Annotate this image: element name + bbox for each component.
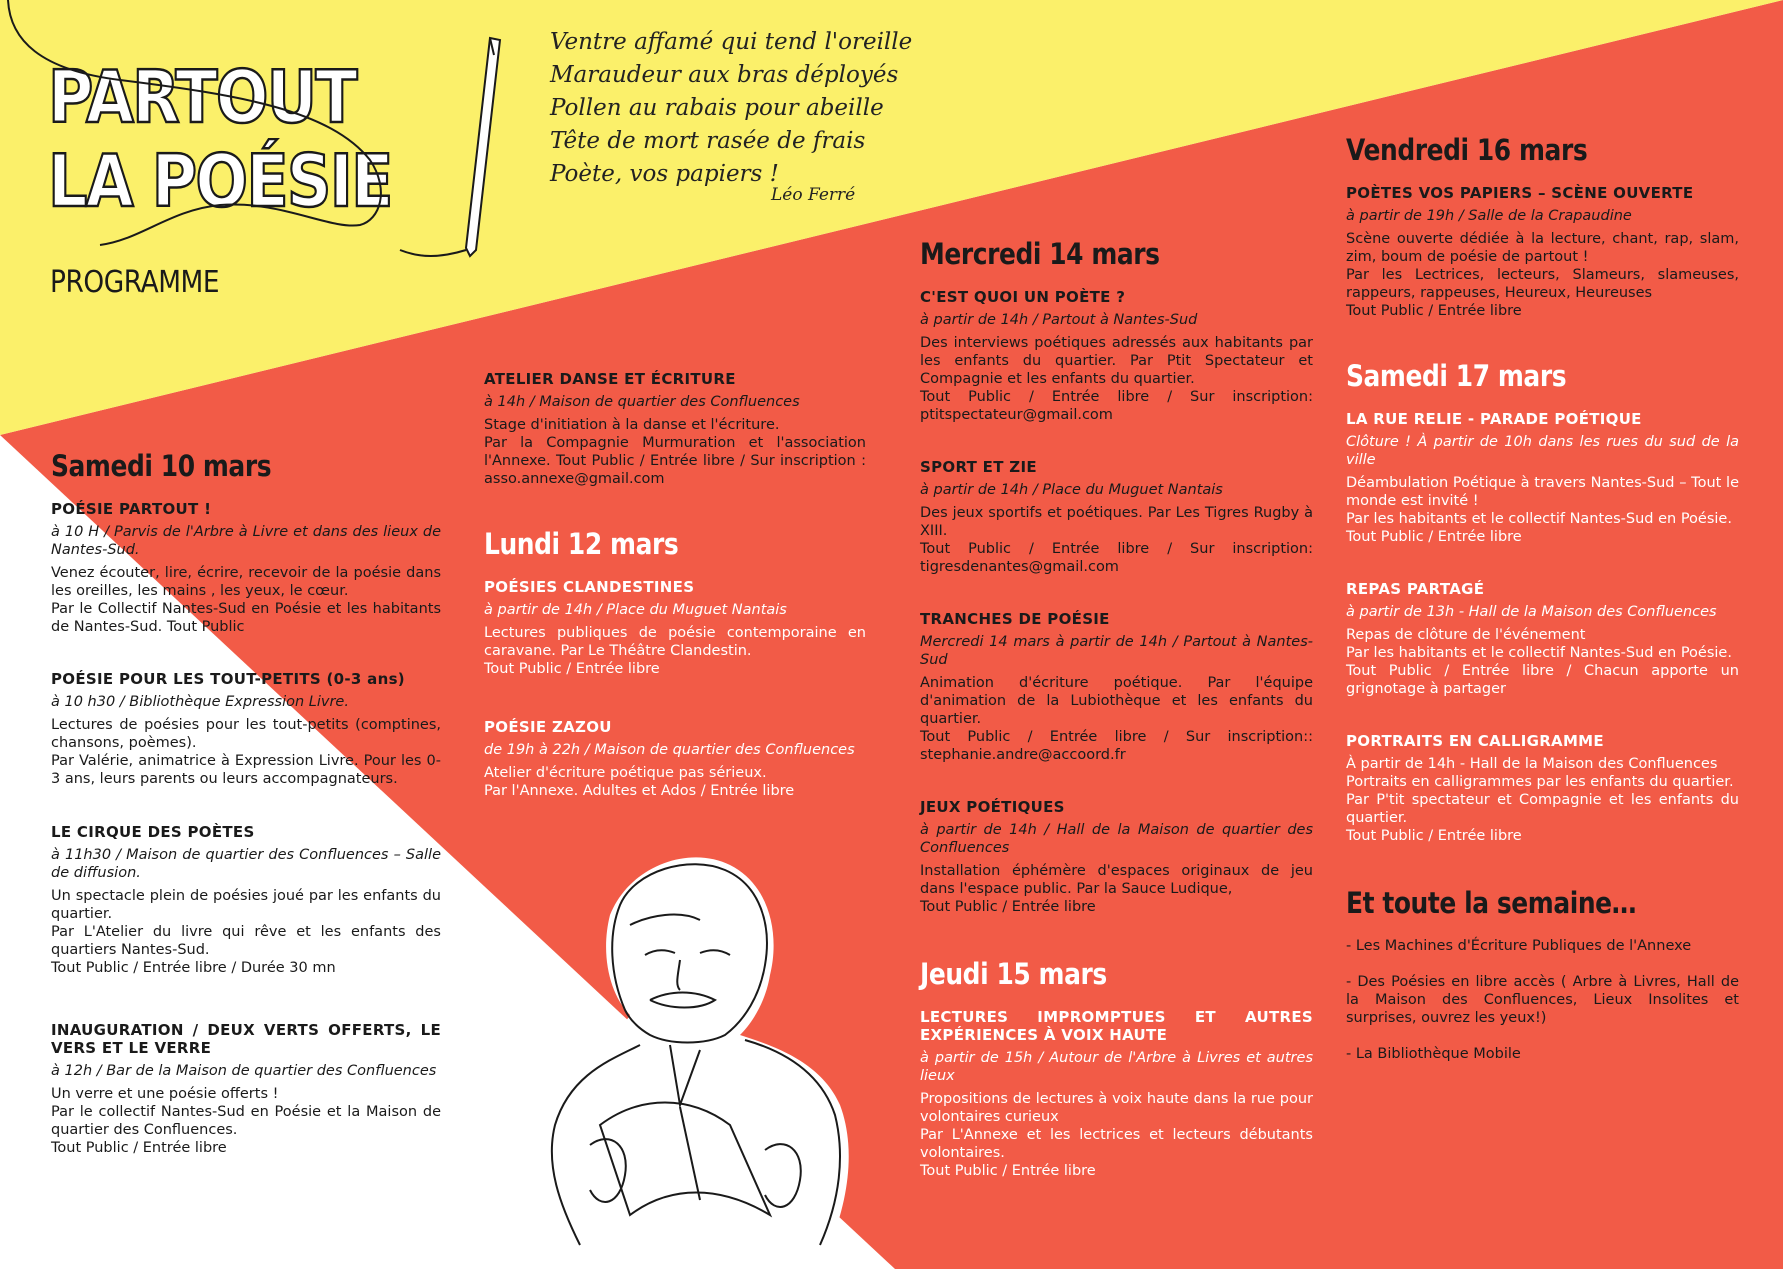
event-title: C'EST QUOI UN POÈTE ? — [920, 288, 1126, 306]
event — [1346, 184, 1739, 320]
poem-line: Pollen au rabais pour abeille — [550, 95, 884, 121]
event-description: Lectures de poésies pour les tout-petits (comptines, chansons, poèmes). Par Valérie, animatrice à Expression Livre. Pour les 0-3 ans, leurs parents ou leurs accompagnateurs. — [51, 717, 441, 787]
event-meta: à partir de 14h / Place du Muguet Nantais — [484, 602, 787, 618]
event-title: POÉSIES CLANDESTINES — [484, 578, 695, 596]
event-meta: à partir de 19h / Salle de la Crapaudine — [1346, 208, 1632, 224]
event-title: POÉSIE POUR LES TOUT-PETITS (0-3 ans) — [51, 670, 405, 688]
event-meta: à partir de 14h / Place du Muguet Nantais — [920, 482, 1223, 498]
event-meta: à 10 h30 / Bibliothèque Expression Livre. — [51, 694, 349, 710]
event — [484, 718, 866, 800]
day-heading: Samedi 17 mars — [1346, 359, 1567, 393]
reader-illustration — [530, 845, 860, 1255]
event — [1346, 580, 1739, 698]
event-description: Déambulation Poétique à travers Nantes-Sud – Tout le monde est invité ! Par les habitants et le collectif Nantes-Sud en Poésie. Tout Public / Entrée libre — [1346, 475, 1739, 545]
event-title: TRANCHES DE POÉSIE — [920, 610, 1110, 628]
event-description: Des interviews poétiques adressés aux habitants par les enfants du quartier. Par Ptit Spectateur et Compagnie et les enfants du quartier. Tout Public / Entrée libre / Sur inscription: ptitspectateur@gmail.com — [920, 335, 1313, 423]
event-description: Des jeux sportifs et poétiques. Par Les Tigres Rugby à XIII. Tout Public / Entrée libre / Sur inscription: tigresdenantes@gmail.com — [920, 505, 1313, 575]
event — [1346, 410, 1739, 546]
event — [920, 288, 1313, 424]
poem-line: Poète, vos papiers ! — [550, 161, 779, 187]
event — [1346, 732, 1739, 845]
event-description: Un verre et une poésie offerts ! Par le collectif Nantes-Sud en Poésie et la Maison de quartier des Confluences. Tout Public / Entrée libre — [51, 1086, 441, 1156]
event-meta: Clôture ! À partir de 10h dans les rues du sud de la ville — [1346, 434, 1739, 468]
event-title: PORTRAITS EN CALLIGRAMME — [1346, 732, 1604, 750]
programme-title: PROGRAMME — [50, 265, 220, 300]
event-title: POÈTES VOS PAPIERS – SCÈNE OUVERTE — [1346, 184, 1694, 202]
event-description: Lectures publiques de poésie contemporaine en caravane. Par Le Théâtre Clandestin. Tout Public / Entrée libre — [484, 625, 866, 677]
semaine-heading: Et toute la semaine… — [1346, 886, 1637, 920]
logo-line-1: PARTOUT — [48, 55, 356, 139]
pen-doodle — [0, 0, 520, 270]
semaine-item: - Des Poésies en libre accès ( Arbre à Livres, Hall de la Maison des Confluences, Lieux Insolites et surprises, ouvrez les yeux!) — [1346, 974, 1739, 1026]
event-meta: à 10 H / Parvis de l'Arbre à Livre et dans des lieux de Nantes-Sud. — [51, 524, 441, 558]
event-title: ATELIER DANSE ET ÉCRITURE — [484, 370, 736, 388]
semaine-item: - Les Machines d'Écriture Publiques de l'Annexe — [1346, 938, 1692, 954]
event-title: LECTURES IMPROMPTUES ET AUTRES EXPÉRIENCES À VOIX HAUTE — [920, 1008, 1313, 1044]
event-title: POÉSIE ZAZOU — [484, 718, 612, 736]
event — [51, 670, 441, 788]
event-title: JEUX POÉTIQUES — [920, 798, 1065, 816]
event-description: Scène ouverte dédiée à la lecture, chant, rap, slam, zim, boum de poésie de partout ! Par les Lectrices, lecteurs, Slameurs, slameuses, rappeurs, rappeuses, Heureux, Heureuses Tout Public / Entrée libre — [1346, 231, 1739, 319]
column-mercredi-14 — [920, 236, 1313, 1216]
event-description: Animation d'écriture poétique. Par l'équipe d'animation de la Lubiothèque et les enfants du quartier. Tout Public / Entrée libre / Sur inscription:: stephanie.andre@accoord.fr — [920, 675, 1313, 763]
event-meta: à partir de 13h - Hall de la Maison des Confluences — [1346, 604, 1717, 620]
event — [51, 1021, 441, 1157]
poem — [550, 26, 912, 205]
event-title: INAUGURATION / DEUX VERTS OFFERTS, LE VERS ET LE VERRE — [51, 1021, 441, 1057]
event — [920, 458, 1313, 576]
poem-line: Tête de mort rasée de frais — [550, 128, 866, 154]
event-description: Stage d'initiation à la danse et l'écriture. Par la Compagnie Murmuration et l'association l'Annexe. Tout Public / Entrée libre / Sur inscription : asso.annexe@gmail.com — [484, 417, 866, 487]
event-description: Un spectacle plein de poésies joué par les enfants du quartier. Par L'Atelier du livre qui rêve et les enfants des quartiers Nantes-Sud. Tout Public / Entrée libre / Durée 30 mn — [51, 888, 441, 976]
poem-line: Maraudeur aux bras déployés — [550, 62, 899, 88]
event-meta: à partir de 14h / Partout à Nantes-Sud — [920, 312, 1198, 328]
event-description: Venez écouter, lire, écrire, recevoir de la poésie dans les oreilles, les mains , les yeux, le cœur. Par le Collectif Nantes-Sud en Poésie et les habitants de Nantes-Sud. Tout Public — [51, 565, 441, 635]
event-meta: à partir de 14h / Hall de la Maison de quartier des Confluences — [920, 822, 1313, 856]
event — [51, 500, 441, 636]
day-heading: Samedi 10 mars — [51, 449, 272, 483]
event-meta: à 14h / Maison de quartier des Confluences — [484, 394, 800, 410]
event-description: Atelier d'écriture poétique pas sérieux. Par l'Annexe. Adultes et Ados / Entrée libre — [484, 765, 795, 799]
day-heading: Vendredi 16 mars — [1346, 133, 1588, 167]
poem-author: Léo Ferré — [771, 185, 856, 205]
event-title: REPAS PARTAGÉ — [1346, 580, 1485, 598]
event-title: LA RUE RELIE - PARADE POÉTIQUE — [1346, 410, 1642, 428]
event-atelier — [484, 370, 866, 488]
poem-line: Ventre affamé qui tend l'oreille — [550, 29, 913, 55]
event-meta: à 11h30 / Maison de quartier des Confluences – Salle de diffusion. — [51, 847, 441, 881]
event-title: POÉSIE PARTOUT ! — [51, 500, 212, 518]
event — [51, 823, 441, 977]
column-vendredi-16 — [1346, 132, 1739, 1081]
event — [920, 610, 1313, 764]
day-heading: Lundi 12 mars — [484, 527, 679, 561]
event-meta: à partir de 15h / Autour de l'Arbre à Livres et autres lieux — [920, 1050, 1313, 1084]
event-description: Installation éphémère d'espaces originaux de jeu dans l'espace public. Par la Sauce Ludique, Tout Public / Entrée libre — [920, 863, 1313, 915]
event — [920, 1008, 1313, 1180]
event-title: LE CIRQUE DES POÈTES — [51, 823, 255, 841]
event — [920, 798, 1313, 916]
event-description: À partir de 14h - Hall de la Maison des Confluences Portraits en calligrammes par les enfants du quartier. Par P'tit spectateur et Compagnie et les enfants du quartier. Tout Public / Entrée libre — [1346, 756, 1739, 844]
event-meta: Mercredi 14 mars à partir de 14h / Partout à Nantes-Sud — [920, 634, 1313, 668]
event-title: SPORT ET ZIE — [920, 458, 1037, 476]
day-heading: Jeudi 15 mars — [920, 957, 1107, 991]
column-lundi-12 — [484, 370, 866, 836]
day-heading: Mercredi 14 mars — [920, 237, 1160, 271]
column-samedi-10 — [51, 448, 441, 1193]
event-description: Repas de clôture de l'événement Par les habitants et le collectif Nantes-Sud en Poésie. Tout Public / Entrée libre / Chacun apporte un grignotage à partager — [1346, 627, 1739, 697]
event-description: Propositions de lectures à voix haute dans la rue pour volontaires curieux Par L'Annexe et les lectrices et lecteurs débutants volontaires. Tout Public / Entrée libre — [920, 1091, 1313, 1179]
semaine-item: - La Bibliothèque Mobile — [1346, 1046, 1521, 1062]
event-meta: à 12h / Bar de la Maison de quartier des Confluences — [51, 1063, 437, 1079]
event-meta: de 19h à 22h / Maison de quartier des Confluences — [484, 742, 855, 758]
logo-line-2: LA POÉSIE — [48, 139, 392, 223]
event — [484, 578, 866, 678]
